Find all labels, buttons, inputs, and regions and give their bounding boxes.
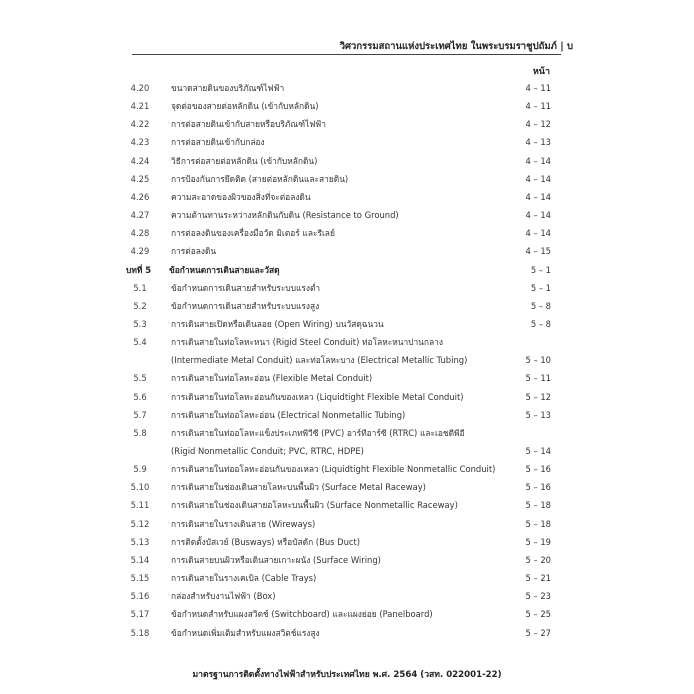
page-number: 5 – 8 <box>530 318 551 329</box>
toc-entry <box>0 190 694 204</box>
section-number: 5.8 <box>133 427 147 438</box>
page-number: 5 – 1 <box>530 264 551 275</box>
section-title: วิธีการต่อสายต่อหลักดิน (เข้ากับหลักดิน) <box>171 155 318 166</box>
toc-entry <box>0 117 694 131</box>
page-number: 5 – 12 <box>525 391 551 402</box>
toc-entry <box>0 154 694 168</box>
toc-entry <box>0 444 694 458</box>
section-number: 4.25 <box>130 173 150 184</box>
toc-entry <box>0 571 694 585</box>
toc-entry <box>0 607 694 621</box>
section-title: การเดินสายในท่ออโลหะอ่อนกันของเหลว (Liquidtight Flexible Nonmetallic Conduit) <box>171 464 496 475</box>
page-number: 5 – 23 <box>525 591 551 602</box>
page-number: 4 – 14 <box>525 191 551 202</box>
section-number: 4.28 <box>130 228 150 239</box>
section-title: ความต้านทานระหว่างหลักดินกับดิน (Resistance to Ground) <box>171 210 399 221</box>
toc-entry <box>0 462 694 476</box>
page-number: 5 – 13 <box>525 409 551 420</box>
toc-entry <box>0 99 694 113</box>
toc-entry <box>0 335 694 349</box>
section-number: 5.5 <box>133 373 147 384</box>
section-title: การป้องกันการยึดติด (สายต่อหลักดินและสายดิน) <box>171 173 349 184</box>
section-number: 5.12 <box>130 518 150 529</box>
page-number: 5 – 20 <box>525 554 551 565</box>
section-number: 5.4 <box>133 337 147 348</box>
section-number: 5.1 <box>133 282 147 293</box>
page-number: 5 – 8 <box>530 300 551 311</box>
section-number: 5.18 <box>130 627 150 638</box>
section-title: ข้อกำหนดการเดินสายสำหรับระบบแรงต่ำ <box>171 282 321 293</box>
page-number: 5 – 11 <box>525 373 551 384</box>
section-title: การติดตั้งบัสเวย์ (Busways) หรือบัสดัก (Bus Duct) <box>171 536 361 547</box>
section-number: 5.13 <box>130 536 150 547</box>
toc-entry <box>0 81 694 95</box>
toc-entry <box>0 226 694 240</box>
page-number: 4 – 14 <box>525 155 551 166</box>
section-title: การเดินสายในช่องเดินสายโลหะบนพื้นผิว (Surface Metal Raceway) <box>171 482 426 493</box>
page-number: 5 – 27 <box>525 627 551 638</box>
section-title: การเดินสายในท่อโลหะอ่อนกันของเหลว (Liquidtight Flexible Metal Conduit) <box>171 391 464 402</box>
section-title: การเดินสายในรางเดินสาย (Wireways) <box>171 518 316 529</box>
toc-entry <box>0 371 694 385</box>
section-title: การต่อสายดินเข้ากับกล่อง <box>171 137 265 148</box>
section-number: 4.22 <box>130 119 150 130</box>
section-title: ขนาดสายดินของบริภัณฑ์ไฟฟ้า <box>171 83 285 93</box>
section-number: 5.17 <box>130 609 150 620</box>
page-number: 5 – 16 <box>525 464 551 475</box>
section-title: ข้อกำหนดสำหรับแผงสวิตช์ (Switchboard) และแผงย่อย (Panelboard) <box>171 609 433 620</box>
toc-entry <box>0 299 694 313</box>
toc-entry <box>0 263 694 277</box>
section-title: การเดินสายในช่องเดินสายอโลหะบนพื้นผิว (Surface Nonmetallic Raceway) <box>171 500 458 511</box>
section-number: 5.7 <box>133 409 147 420</box>
section-number: 4.24 <box>130 155 150 166</box>
section-number: 5.6 <box>133 391 147 402</box>
toc-entry <box>0 517 694 531</box>
page-number: 5 – 18 <box>525 518 551 529</box>
page-number: 5 – 18 <box>525 500 551 511</box>
section-number: 5.16 <box>130 591 150 602</box>
section-title: การต่อลงดิน <box>171 246 217 257</box>
toc-entry <box>0 408 694 422</box>
chapter-number: บทที่ 5 <box>126 264 152 275</box>
section-number: 5.3 <box>133 318 147 329</box>
section-title: การเดินสายบนผิวหรือเดินสายเกาะผนัง (Surface Wiring) <box>171 554 381 565</box>
section-title: การเดินสายในรางเคเบิล (Cable Trays) <box>171 573 317 584</box>
section-number: 4.27 <box>130 210 150 221</box>
page-column-header: หน้า <box>532 67 550 77</box>
section-number: 4.26 <box>130 191 150 202</box>
toc-entry <box>0 208 694 222</box>
running-header: วิศวกรรมสถานแห่งประเทศไทย ในพระบรมราชูปถัมภ์ | บ <box>339 41 573 52</box>
page-number: 4 – 14 <box>525 173 551 184</box>
toc-entry <box>0 498 694 512</box>
section-title: การเดินสายในท่ออโลหะแข็งประเภทพีวีซี (PVC) อาร์ทีอาร์ซี (RTRC) และเอชดีพีอี <box>171 427 465 438</box>
toc-entry <box>0 172 694 186</box>
section-title: การต่อลงดินของเครื่องมือวัด มิเตอร์ และรีเลย์ <box>171 228 335 239</box>
page-number: 5 – 25 <box>525 609 551 620</box>
section-number: 5.15 <box>130 573 150 584</box>
section-title: (Intermediate Metal Conduit) และท่อโลหะบาง (Electrical Metallic Tubing) <box>171 355 468 366</box>
toc-entry <box>0 281 694 295</box>
page-number: 5 – 19 <box>525 536 551 547</box>
section-title: การเดินสายในท่อโลหะอ่อน (Flexible Metal Conduit) <box>171 373 373 384</box>
page-number: 4 – 13 <box>525 137 551 148</box>
toc-entry <box>0 535 694 549</box>
page-number: 5 – 21 <box>525 573 551 584</box>
page-number: 4 – 11 <box>525 83 551 93</box>
toc-entry <box>0 390 694 404</box>
chapter-title: ข้อกำหนดการเดินสายและวัสดุ <box>169 264 280 275</box>
section-title: ข้อกำหนดเพิ่มเติมสำหรับแผงสวิตช์แรงสูง <box>171 627 320 638</box>
section-number: 5.10 <box>130 482 150 493</box>
page-number: 4 – 12 <box>525 119 551 130</box>
toc-entry <box>0 553 694 567</box>
page-number: 4 – 14 <box>525 228 551 239</box>
toc-entry <box>0 426 694 440</box>
page-number: 4 – 11 <box>525 101 551 112</box>
section-title: กล่องสำหรับงานไฟฟ้า (Box) <box>171 591 276 602</box>
page-number: 5 – 14 <box>525 446 551 456</box>
page-number: 4 – 14 <box>525 210 551 221</box>
page-number: 5 – 1 <box>530 282 551 293</box>
page-number: 5 – 16 <box>525 482 551 493</box>
toc-entry <box>0 626 694 640</box>
section-title: ข้อกำหนดการเดินสายสำหรับระบบแรงสูง <box>171 300 320 311</box>
section-title: การเดินสายเปิดหรือเดินลอย (Open Wiring) บนวัสดุฉนวน <box>171 318 384 329</box>
toc-entry <box>0 244 694 258</box>
page-number: 4 – 15 <box>525 246 551 257</box>
toc-entry <box>0 589 694 603</box>
section-number: 5.14 <box>130 554 150 565</box>
toc-entry <box>0 480 694 494</box>
section-title: การเดินสายในท่อโลหะหนา (Rigid Steel Conduit) ท่อโลหะหนาปานกลาง <box>171 337 443 348</box>
toc-entry <box>0 317 694 331</box>
section-title: การต่อสายดินเข้ากับสายหรือบริภัณฑ์ไฟฟ้า <box>171 119 326 130</box>
section-number: 4.23 <box>130 137 150 148</box>
section-title: การเดินสายในท่ออโลหะอ่อน (Electrical Nonmetallic Tubing) <box>171 409 406 420</box>
page-number: 5 – 10 <box>525 355 551 366</box>
section-title: (Rigid Nonmetallic Conduit; PVC, RTRC, HDPE) <box>171 446 364 456</box>
toc-entry <box>0 135 694 149</box>
section-number: 4.29 <box>130 246 150 257</box>
header-rule <box>132 54 561 55</box>
section-number: 4.21 <box>130 101 150 112</box>
footer-text: มาตรฐานการติดตั้งทางไฟฟ้าสำหรับประเทศไทย พ.ศ. 2564 (วสท. 022001-22) <box>192 670 502 680</box>
section-number: 5.9 <box>133 464 147 475</box>
section-number: 5.2 <box>133 300 147 311</box>
section-title: ความสะอาดของผิวของสิ่งที่จะต่อลงดิน <box>171 191 311 202</box>
section-number: 4.20 <box>130 83 150 93</box>
section-title: จุดต่อของสายต่อหลักดิน (เข้ากับหลักดิน) <box>171 101 319 112</box>
running-footer <box>0 667 694 681</box>
toc-entry <box>0 353 694 367</box>
section-number: 5.11 <box>130 500 150 511</box>
